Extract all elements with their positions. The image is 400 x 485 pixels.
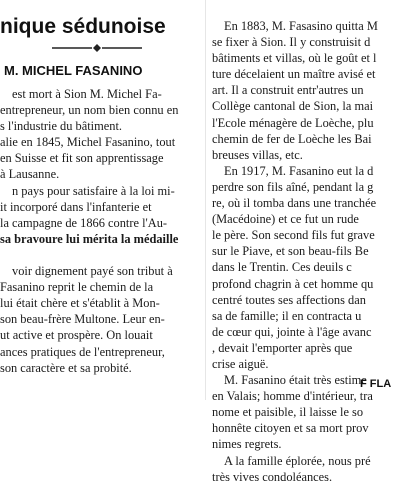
text-line: sa de famille; il en contracta u xyxy=(212,308,362,323)
article-subheading: M. MICHEL FASANINO xyxy=(4,63,143,78)
decorative-rule-ornament xyxy=(52,43,142,53)
text-line: bâtiments et villas, où le goût et l xyxy=(212,51,377,66)
text-line: se fixer à Sion. Il y construisit d xyxy=(212,35,371,50)
text-line: (Macédoine) et ce fut un rude xyxy=(212,212,359,227)
article-heading: nique sédunoise xyxy=(0,15,166,38)
text-line: voir dignement payé son tribut à xyxy=(12,264,173,279)
text-line: lui était chère et s'établit à Mon- xyxy=(0,296,160,311)
text-line: ut active et prospère. On louait xyxy=(0,328,153,343)
text-line: en Valais; homme d'intérieur, tra xyxy=(212,389,373,404)
text-line: M. Fasanino était très estime xyxy=(224,373,367,388)
text-line: entrepreneur, un nom bien connu en xyxy=(0,103,179,118)
text-line: son beau-frère Multone. Leur en- xyxy=(0,312,165,327)
text-line: s l'industrie du bâtiment. xyxy=(0,119,122,134)
text-line: chemin de fer de Loèche les Bai xyxy=(212,131,372,146)
text-line: En 1883, M. Fasasino quitta M xyxy=(224,19,378,33)
text-line: en Suisse et fit son apprentissage xyxy=(0,151,164,166)
text-line: nome et paisible, il laisse le so xyxy=(212,405,364,420)
text-line: profond chagrin à cet homme qu xyxy=(212,276,374,291)
right-text-column xyxy=(212,18,400,485)
text-line: très vives condoléances. xyxy=(212,469,333,484)
text-line: centré toutes ses affections dan xyxy=(212,292,366,307)
text-line: , devait l'emporter après que xyxy=(212,340,353,355)
text-line: sa bravoure lui mérita la médaille xyxy=(0,231,179,246)
text-line: alie en 1845, Michel Fasanino, tout xyxy=(0,135,176,150)
text-line: breuses villas, etc. xyxy=(212,147,303,162)
text-line: En 1917, M. Fasanino eut la d xyxy=(224,163,374,178)
text-line: A la famille éplorée, nous pré xyxy=(224,453,371,468)
text-line: la campagne de 1866 contre l'Au- xyxy=(0,215,168,230)
corner-stamp: F FLA xyxy=(360,378,392,390)
text-line: nimes regrets. xyxy=(212,437,282,452)
left-text-column xyxy=(0,86,205,376)
text-line: de cœur qui, jointe à l'âge avanc xyxy=(212,324,372,339)
text-line: honnête citoyen et sa mort prov xyxy=(212,421,369,436)
text-line: ances pratiques de l'entrepreneur, xyxy=(0,344,165,359)
text-line: perdre son fils aîné, pendant la g xyxy=(212,179,374,194)
text-line: l'Ecole ménagère de Loèche, plu xyxy=(212,115,374,130)
text-line: est mort à Sion M. Michel Fa- xyxy=(12,87,162,101)
text-line: son caractère et sa probité. xyxy=(0,360,132,375)
column-divider xyxy=(205,0,206,400)
text-line: sur le Piave, et son beau-fils Be xyxy=(212,244,369,259)
text-line: n pays pour satisfaire à la loi mi- xyxy=(12,183,175,198)
text-line: le père. Son second fils fut grave xyxy=(212,228,375,243)
text-line: Collège cantonal de Sion, la mai xyxy=(212,99,374,114)
text-line: re, où il tomba dans une tranchée xyxy=(212,196,377,211)
text-line xyxy=(0,247,205,263)
text-line: à Lausanne. xyxy=(0,167,60,182)
text-line: dans le Trentin. Ces deuils c xyxy=(212,260,352,275)
text-line: crise aiguë. xyxy=(212,356,269,371)
text-line: it incorporé dans l'infanterie et xyxy=(0,199,152,214)
text-line: ture décelaient un maître avisé et xyxy=(212,67,376,82)
text-line: art. Il a construit entr'autres un xyxy=(212,83,364,98)
text-line: Fasanino reprit le chemin de la xyxy=(0,280,154,295)
